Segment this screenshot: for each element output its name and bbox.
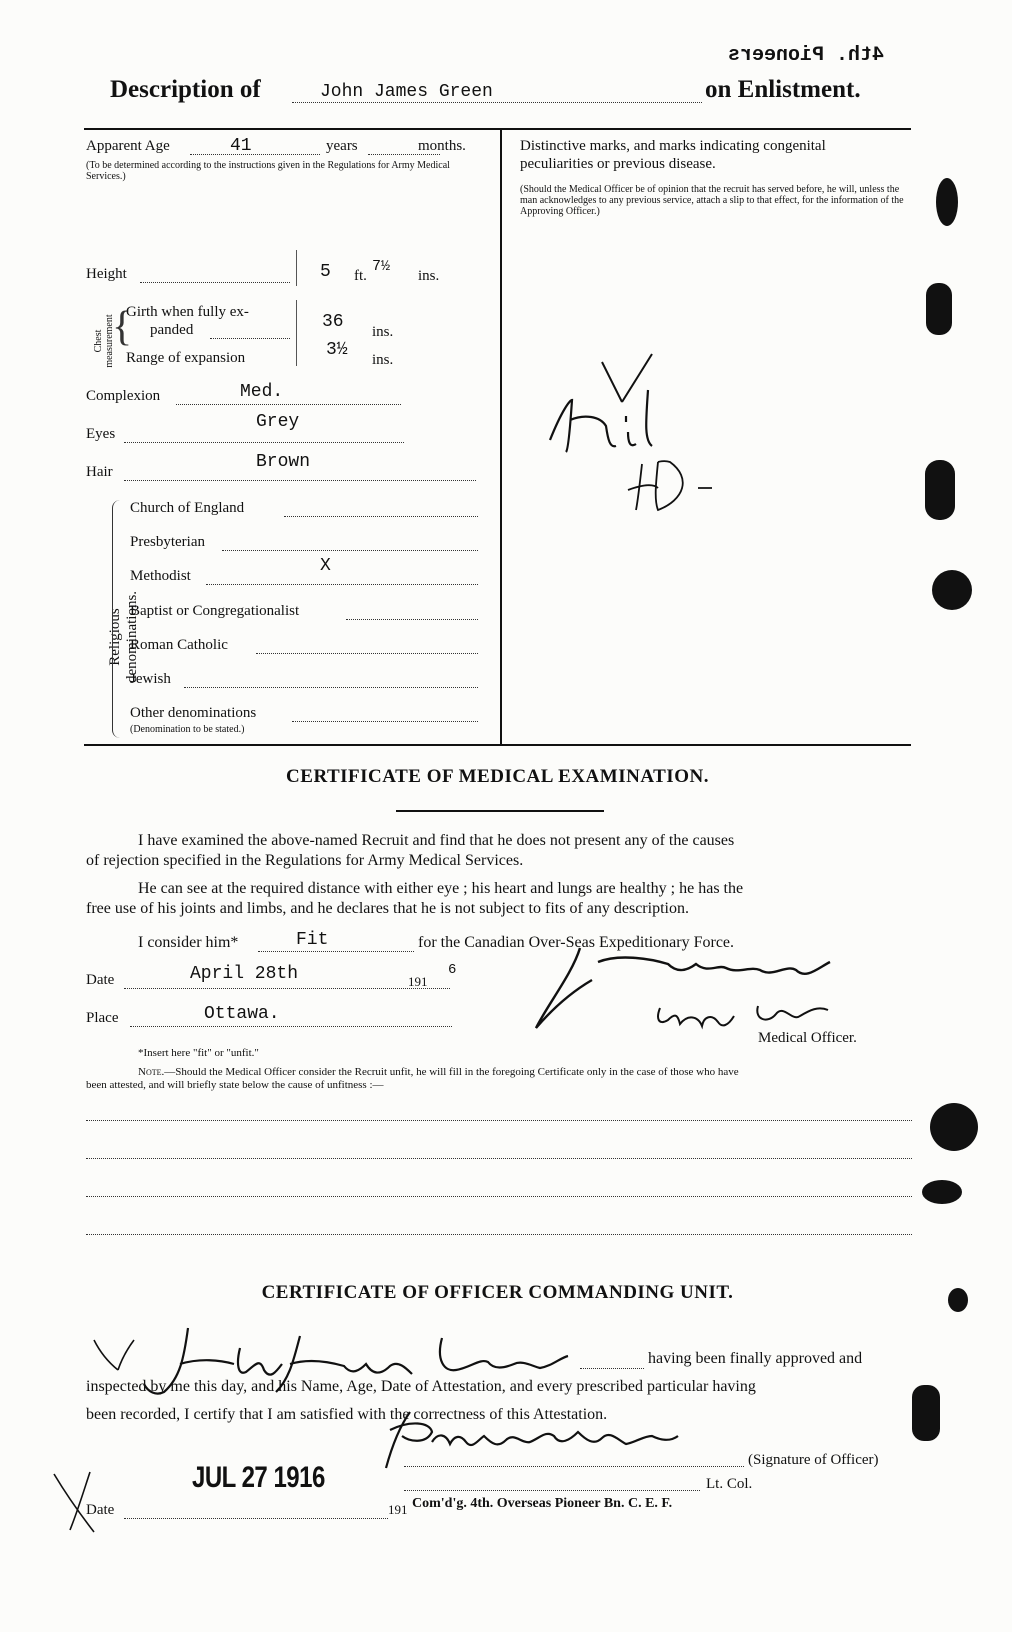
officer-signature-label: (Signature of Officer) <box>748 1452 879 1468</box>
girth-value: 36 <box>322 312 344 332</box>
recruit-name: John James Green <box>320 82 493 102</box>
marks-initials <box>660 480 661 481</box>
religion-item: Church of England <box>130 500 245 516</box>
commanding-line-2: inspected by me this day, and his Name, Age, Date of Attestation, and every prescribed particular having <box>86 1378 756 1395</box>
insert-note: *Insert here "fit" or "unfit." <box>138 1047 259 1059</box>
marks-heading: Distinctive marks, and marks indicating congenital <box>520 138 826 154</box>
religion-item: Jewish <box>130 671 171 687</box>
commanding-unit: Com'd'g. 4th. Overseas Pioneer Bn. C. E. F. <box>412 1496 673 1511</box>
unfitness-line <box>86 1158 912 1159</box>
marks-value <box>596 400 597 401</box>
commanding-line-1: having been finally approved and <box>648 1350 863 1367</box>
complexion-label: Complexion <box>86 388 161 404</box>
punch-hole <box>936 178 958 226</box>
medical-para-2: He can see at the required distance with either eye ; his heart and lungs are healthy ; he has the <box>138 880 744 897</box>
religion-item: Other denominations <box>130 705 257 721</box>
chest-label: Chest measurement <box>93 314 115 368</box>
header-suffix: on Enlistment. <box>705 76 861 103</box>
height-label: Height <box>86 266 127 282</box>
note-text: —Should the Medical Officer consider the Recruit unfit, he will fill in the foregoing Certificate only in the case of those who have <box>164 1066 739 1078</box>
attestation-page: 4th. Pioneers Description of John James Green on Enlistment. Apparent Age 41 years months. (To be determined according to the instructions given in the Regulations for Army Medical Services.) Height 5 ft. 7½ ins. Chest measurement { Girth when fully ex- panded 36 ins. Range of expansion 3½ ins. Complexion Med. Eyes Grey Hair Brown Religious denominations. Church of England Presbyterian Methodist X Baptist or Congregationalist Roman Catholic Jewish Other denominations (Denomination to be stated.) Distinctive marks, and marks indicating congenital peculiarities or previous disease. (Should the Medical Officer be of opinion that the recruit has served before, he will, unless the man acknowledges to any previous service, attach a slip to that effect, for the information of the Approving Officer.) CERTIFICATE OF MEDICAL EXAMINATION. I have examined the above-named Recruit and find that he does not present any of the causes of rejection specified in the Regulations for Army Medical Services. He can see at the required distance with either eye ; his heart and lungs are healthy ; he has the free use of his joints and limbs, and he declares that he is not subject to fits of any description. I consider him* Fit for the Canadian Over-Seas Expeditionary Force. Date April 28th 191 6 Place Ottawa. Medical Officer. *Insert here "fit" or "unfit." Note.—Should the Medical Officer consider the Recruit unfit, he will fill in the foregoing Certificate only in the case of those who have been attested, and will briefly state below the cause of unfitness :— CERTIFICATE OF OFFICER COMMANDING UNIT. having been finally approved and inspected by me this day, and his Name, Age, Date of Attestation, and every prescribed particular having been recorded, I certify that I am satisfied with the correctness of this Attestation. (Signature of Officer) Lt. Col. JUL 27 1916 Date 191 Com'd'g. 4th. Overseas Pioneer Bn. C. E. F. <box>0 0 1012 1632</box>
punch-hole <box>930 1103 978 1151</box>
column-divider <box>500 128 502 744</box>
religion-side-label-2: denominations. <box>124 590 140 684</box>
religion-other-note: (Denomination to be stated.) <box>130 724 245 735</box>
medical-officer-label: Medical Officer. <box>758 1030 857 1046</box>
religion-item: Presbyterian <box>130 534 205 550</box>
note-text-2: been attested, and will briefly state below the cause of unfitness :— <box>86 1079 384 1091</box>
months-label: months. <box>418 138 466 154</box>
commanding-year-prefix: 191 <box>388 1502 408 1517</box>
medical-para-1b: of rejection specified in the Regulations for Army Medical Services. <box>86 852 524 869</box>
religion-item: Baptist or Congregationalist <box>130 603 300 619</box>
age-value: 41 <box>230 136 252 156</box>
hair-value: Brown <box>256 452 311 472</box>
unfitness-line <box>86 1234 912 1235</box>
consider-label: I consider him* <box>138 934 239 951</box>
medical-year-prefix: 191 <box>408 974 428 989</box>
punch-hole <box>926 283 952 335</box>
marks-handwriting <box>540 350 740 530</box>
punch-hole <box>948 1288 968 1312</box>
religion-side-label: Religious <box>107 608 123 666</box>
medical-title: CERTIFICATE OF MEDICAL EXAMINATION. <box>286 766 709 787</box>
range-unit: ins. <box>372 352 394 368</box>
commanding-line-3: been recorded, I certify that I am satisfied with the correctness of this Attestation. <box>86 1406 608 1423</box>
range-value: 3½ <box>326 340 348 360</box>
medical-year-digit: 6 <box>448 962 457 978</box>
medical-date-value: April 28th <box>190 964 299 984</box>
ft-label: ft. <box>354 268 367 284</box>
religion-item: Methodist <box>130 568 191 584</box>
marks-note: (Should the Medical Officer be of opinion that the recruit has served before, he will, unless the man acknowledges to any previous service, attach a slip to that effect, for the information of the Approving Officer.) <box>520 184 904 217</box>
commanding-date-label: Date <box>86 1502 115 1518</box>
unfitness-line <box>86 1196 912 1197</box>
commanding-title: CERTIFICATE OF OFFICER COMMANDING UNIT. <box>261 1282 734 1303</box>
unfitness-line <box>86 1120 912 1121</box>
medical-officer-signature-text <box>660 1010 664 1011</box>
unfit-note <box>86 1066 912 1092</box>
place-label: Place <box>86 1010 119 1026</box>
height-inches: 7½ <box>372 258 391 275</box>
religion-mark: X <box>320 556 331 576</box>
punch-hole <box>925 460 955 520</box>
note-prefix: Note. <box>138 1066 165 1078</box>
religion-item: Roman Catholic <box>130 637 228 653</box>
corner-note: 4th. Pioneers <box>728 44 885 67</box>
fitness-value: Fit <box>296 930 329 950</box>
medical-para-1: I have examined the above-named Recruit and find that he does not present any of the causes <box>138 832 735 849</box>
eyes-label: Eyes <box>86 426 116 442</box>
punch-hole <box>932 570 972 610</box>
top-rule <box>84 128 911 130</box>
punch-hole <box>922 1180 962 1204</box>
medical-para-2b: free use of his joints and limbs, and he declares that he is not subject to fits of any description. <box>86 900 689 917</box>
range-label: Range of expansion <box>126 350 246 366</box>
marks-heading-2: peculiarities or previous disease. <box>520 156 716 172</box>
girth-label: Girth when fully ex- <box>126 304 249 320</box>
age-label: Apparent Age <box>86 138 170 154</box>
girth-unit: ins. <box>372 324 394 340</box>
girth-label-2: panded <box>150 322 194 338</box>
recruit-signature-text <box>300 1350 307 1351</box>
stamp-date: JUL 27 1916 <box>192 1460 325 1495</box>
mid-rule <box>84 744 911 746</box>
medical-officer-signature <box>528 944 868 1036</box>
medical-date-label: Date <box>86 972 115 988</box>
header-prefix: Description of <box>110 76 261 103</box>
place-value: Ottawa. <box>204 1004 280 1024</box>
punch-hole <box>912 1385 940 1441</box>
hair-label: Hair <box>86 464 113 480</box>
complexion-value: Med. <box>240 382 284 402</box>
force-label: for the Canadian Over-Seas Expeditionary Force. <box>418 934 735 951</box>
age-note: (To be determined according to the instructions given in the Regulations for Army Medical Services.) <box>86 160 450 182</box>
years-label: years <box>326 138 358 154</box>
eyes-value: Grey <box>256 412 300 432</box>
height-feet: 5 <box>320 262 331 282</box>
officer-rank: Lt. Col. <box>706 1476 753 1492</box>
height-ins-label: ins. <box>418 268 440 284</box>
